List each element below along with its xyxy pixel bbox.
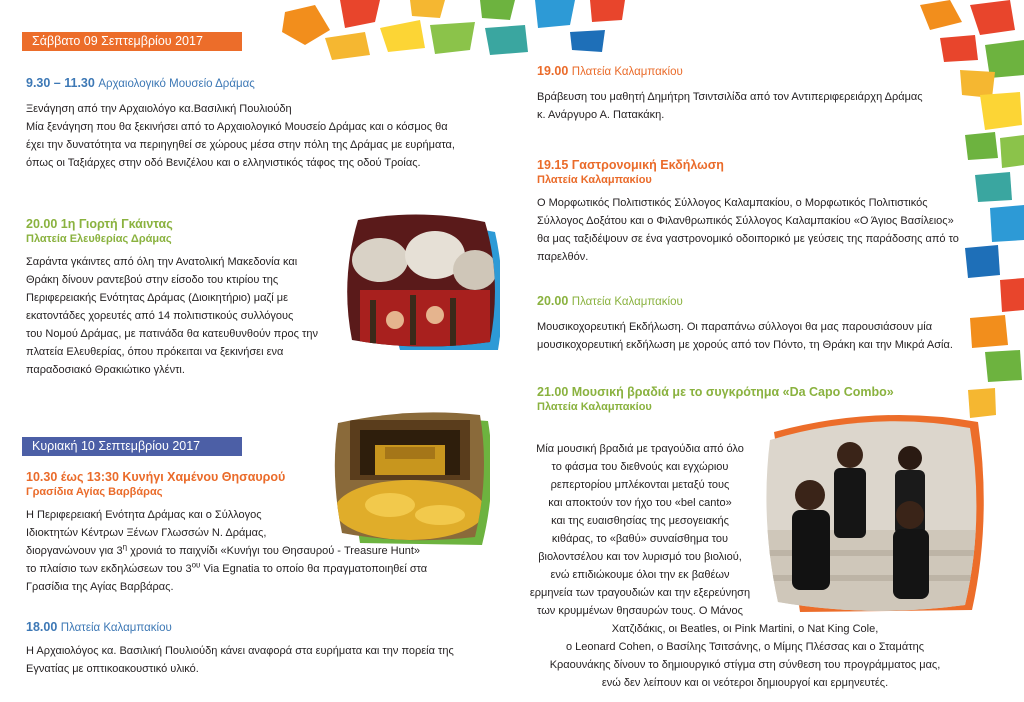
right-event-dance <box>537 294 977 354</box>
text-line: ρεπερτορίου μπλέκονται μεταξύ τους <box>550 479 730 491</box>
event-title: 20.00 1η Γιορτή Γκάιντας <box>26 217 173 231</box>
text-fragment: το πλαίσιο των εκδηλώσεων του 3 <box>26 563 192 575</box>
text-line: Μία ξενάγηση που θα ξεκινήσει από το Αρχαιολογικό Μουσείο Δράμας και ο κόσμος θα <box>26 121 448 133</box>
text-line: έχει την δυνατότητα να περιηγηθεί σε χώρους μέσα στην πόλη της Δράμας με ευρήματα, <box>26 139 455 151</box>
text-line: πλατεία Ελευθερίας, όπου πρόκειται να ξεκινήσει ενα <box>26 346 284 358</box>
saturday-event-museum <box>26 76 486 172</box>
text-line: θα μας ταξιδέψουν σε ένα γαστρονομικό οδοιπορικό με γεύσεις της παράδοσης από το <box>537 233 959 245</box>
event-heading <box>26 620 496 634</box>
event-description <box>26 506 496 596</box>
sunday-banner-label: Κυριακή 10 Σεπτεμβρίου 2017 <box>32 439 201 453</box>
text-line: του Νομού Δράμας, με πατινάδα θα κατευθυνθούν προς την <box>26 328 318 340</box>
text-line: το φάσμα του διεθνούς και εγχώριου <box>551 461 729 473</box>
text-line: Η Περιφερειακή Ενότητα Δράμας και ο Σύλλογος <box>26 509 262 521</box>
event-title: 10.30 έως 13:30 Κυνήγι Χαμένου Θησαυρού <box>26 470 286 484</box>
text-line: Βράβευση του μαθητή Δημήτρη Τσιντσιλίδα από τον Αντιπεριφερειάρχη Δράμας <box>537 91 923 103</box>
event-description <box>537 88 977 124</box>
text-line: όπως οι Ταξιάρχες στην οδό Βενιζέλου και ο ελληνιστικός τάφος της οδού Τροίας. <box>26 157 421 169</box>
text-line: Χατζιδάκις, οι Beatles, οι Pink Martini, ο Nat King Cole, <box>611 623 879 635</box>
text-line: ενώ δεν λείπουν και οι νεότεροι δημιουργοί και ερμηνευτές. <box>601 677 889 689</box>
event-title: 19.15 Γαστρονομική Εκδήλωση <box>537 158 724 172</box>
text-line: Ξενάγηση από την Αρχαιολόγο κα.Βασιλική Πουλιούδη <box>26 103 292 115</box>
text-line: και αποκτούν τον ήχο του «bel canto» <box>548 497 732 509</box>
event-place: Αρχαιολογικό Μουσείο Δράμας <box>98 78 255 90</box>
event-place: Πλατεία Καλαμπακίου <box>537 174 652 186</box>
text-line: ενώ επιδιώκουμε όλοι την εκ βαθέων <box>550 569 730 581</box>
saturday-banner-label: Σάββατο 09 Σεπτεμβρίου 2017 <box>32 34 203 48</box>
superscript: ου <box>191 560 201 570</box>
text-line: βιολοντσέλου και τον λυρισμό του βιολιού, <box>538 551 742 563</box>
event-heading <box>537 294 977 308</box>
text-line: μουσικοχορευτική εκδήλωση με χορούς από τον Πόντο, τη Θράκη και την Μικρά Ασία. <box>537 339 953 351</box>
text-fragment: Via Egnatia το οποίο θα πραγματοποιηθεί στα <box>200 563 428 575</box>
text-line: Μουσικοχορευτική Εκδήλωση. Οι παραπάνω σύλλογοι θα μας παρουσιάσουν μία <box>537 321 933 333</box>
text-line: ερμηνεία των τραγουδιών και την εξερεύνηση <box>529 587 751 599</box>
event-place: Πλατεία Καλαμπακίου <box>571 296 683 308</box>
text-line: παρελθόν. <box>537 251 589 263</box>
event-description <box>537 194 977 266</box>
saturday-date-banner <box>22 32 242 51</box>
text-line: Ο Μορφωτικός Πολιτιστικός Σύλλογος Καλαμπακίου, ο Μορφωτικός Πολιτιστικός <box>537 197 928 209</box>
text-line: Σύλλογος Δοξάτου και ο Φιλανθρωπικός Σύλλογος Καλαμπακίου «Ο Άγιος Βασίλειος» <box>537 215 954 227</box>
event-time: 19.00 <box>537 64 569 78</box>
event-place: Πλατεία Καλαμπακίου <box>571 66 683 78</box>
text-line: Μία μουσική βραδιά με τραγούδια από όλο <box>536 443 744 455</box>
text-line: Σαράντα γκάιντες από όλη την Ανατολική Μακεδονία και <box>26 256 298 268</box>
event-description <box>26 642 496 678</box>
text-line <box>26 542 496 560</box>
text-line: Εγνατίας με οπτικοακουστικό υλικό. <box>26 663 199 675</box>
right-event-award <box>537 64 977 124</box>
text-line: Ιδιοκτητών Κέντρων Ξένων Γλωσσών Ν. Δράμας, <box>26 527 267 539</box>
text-line: Γρασίδια της Αγίας Βαρβάρας. <box>26 581 174 593</box>
text-line: κ. Ανάργυρο Α. Πατακάκη. <box>537 109 665 121</box>
superscript: η <box>122 542 128 552</box>
event-heading <box>26 76 486 90</box>
text-line: Κραουνάκης δίνουν το δημιουργικό στίγμα στη σύνθεση του προγράμματος μας, <box>549 659 941 671</box>
event-heading <box>537 64 977 78</box>
text-line: Θράκη δίνουν ραντεβού στην είσοδο του κτιρίου της <box>26 274 279 286</box>
text-line: εκατοντάδες χορευτές από 14 πολιτιστικούς συλλόγους <box>26 310 294 322</box>
text-fragment: χρονιά το παιχνίδι «Κυνήγι του Θησαυρού - Treasure Hunt» <box>127 545 421 557</box>
event-place: Πλατεία Καλαμπακίου <box>60 622 172 634</box>
right-event-concert-heading <box>537 385 957 413</box>
sunday-event-treasure-hunt <box>26 470 496 596</box>
text-line: Η Αρχαιολόγος κα. Βασιλική Πουλιούδη κάνει αναφορά στα ευρήματα και την πορεία της <box>26 645 454 657</box>
concert-description-top <box>520 440 760 620</box>
event-place: Πλατεία Ελευθερίας Δράμας <box>26 233 172 245</box>
sunday-date-banner <box>22 437 242 456</box>
event-time: 18.00 <box>26 620 58 634</box>
concert-description-bottom <box>515 620 975 692</box>
event-description <box>26 100 486 172</box>
text-line: παραδοσιακό Θρακιώτικο γλέντι. <box>26 364 185 376</box>
event-time: 9.30 – 11.30 <box>26 76 95 90</box>
event-description <box>537 318 977 354</box>
event-time: 20.00 <box>537 294 569 308</box>
text-line: Περιφερειακής Ενότητας Δράμας (Διοικητήριο) μαζί με <box>26 292 289 304</box>
band-photo <box>760 410 985 615</box>
event-description <box>26 253 346 379</box>
event-title: 21.00 Μουσική βραδιά με το συγκρότημα «Da Capo Combo» <box>537 385 894 399</box>
text-line: ο Leonard Cohen, ο Βασίλης Τσιτσάνης, ο Μίμης Πλέσσας και ο Σταμάτης <box>565 641 925 653</box>
text-line: και της ευαισθησίας της μεσογειακής <box>551 515 729 527</box>
text-line <box>26 560 496 578</box>
saturday-event-bagpipes <box>26 217 346 379</box>
text-fragment: διοργανώνουν για 3 <box>26 545 123 557</box>
right-event-gastronomy <box>537 158 977 266</box>
event-place: Πλατεία Καλαμπακίου <box>537 401 652 413</box>
bagpipe-players-photo <box>340 210 500 350</box>
text-line: των κρυμμένων θησαυρών τους. Ο Μάνος <box>537 605 743 617</box>
event-place: Γρασίδια Αγίας Βαρβάρας <box>26 486 163 498</box>
sunday-event-lecture <box>26 620 496 678</box>
text-line: κιθάρας, το «βαθύ» συναίσθημα του <box>551 533 729 545</box>
